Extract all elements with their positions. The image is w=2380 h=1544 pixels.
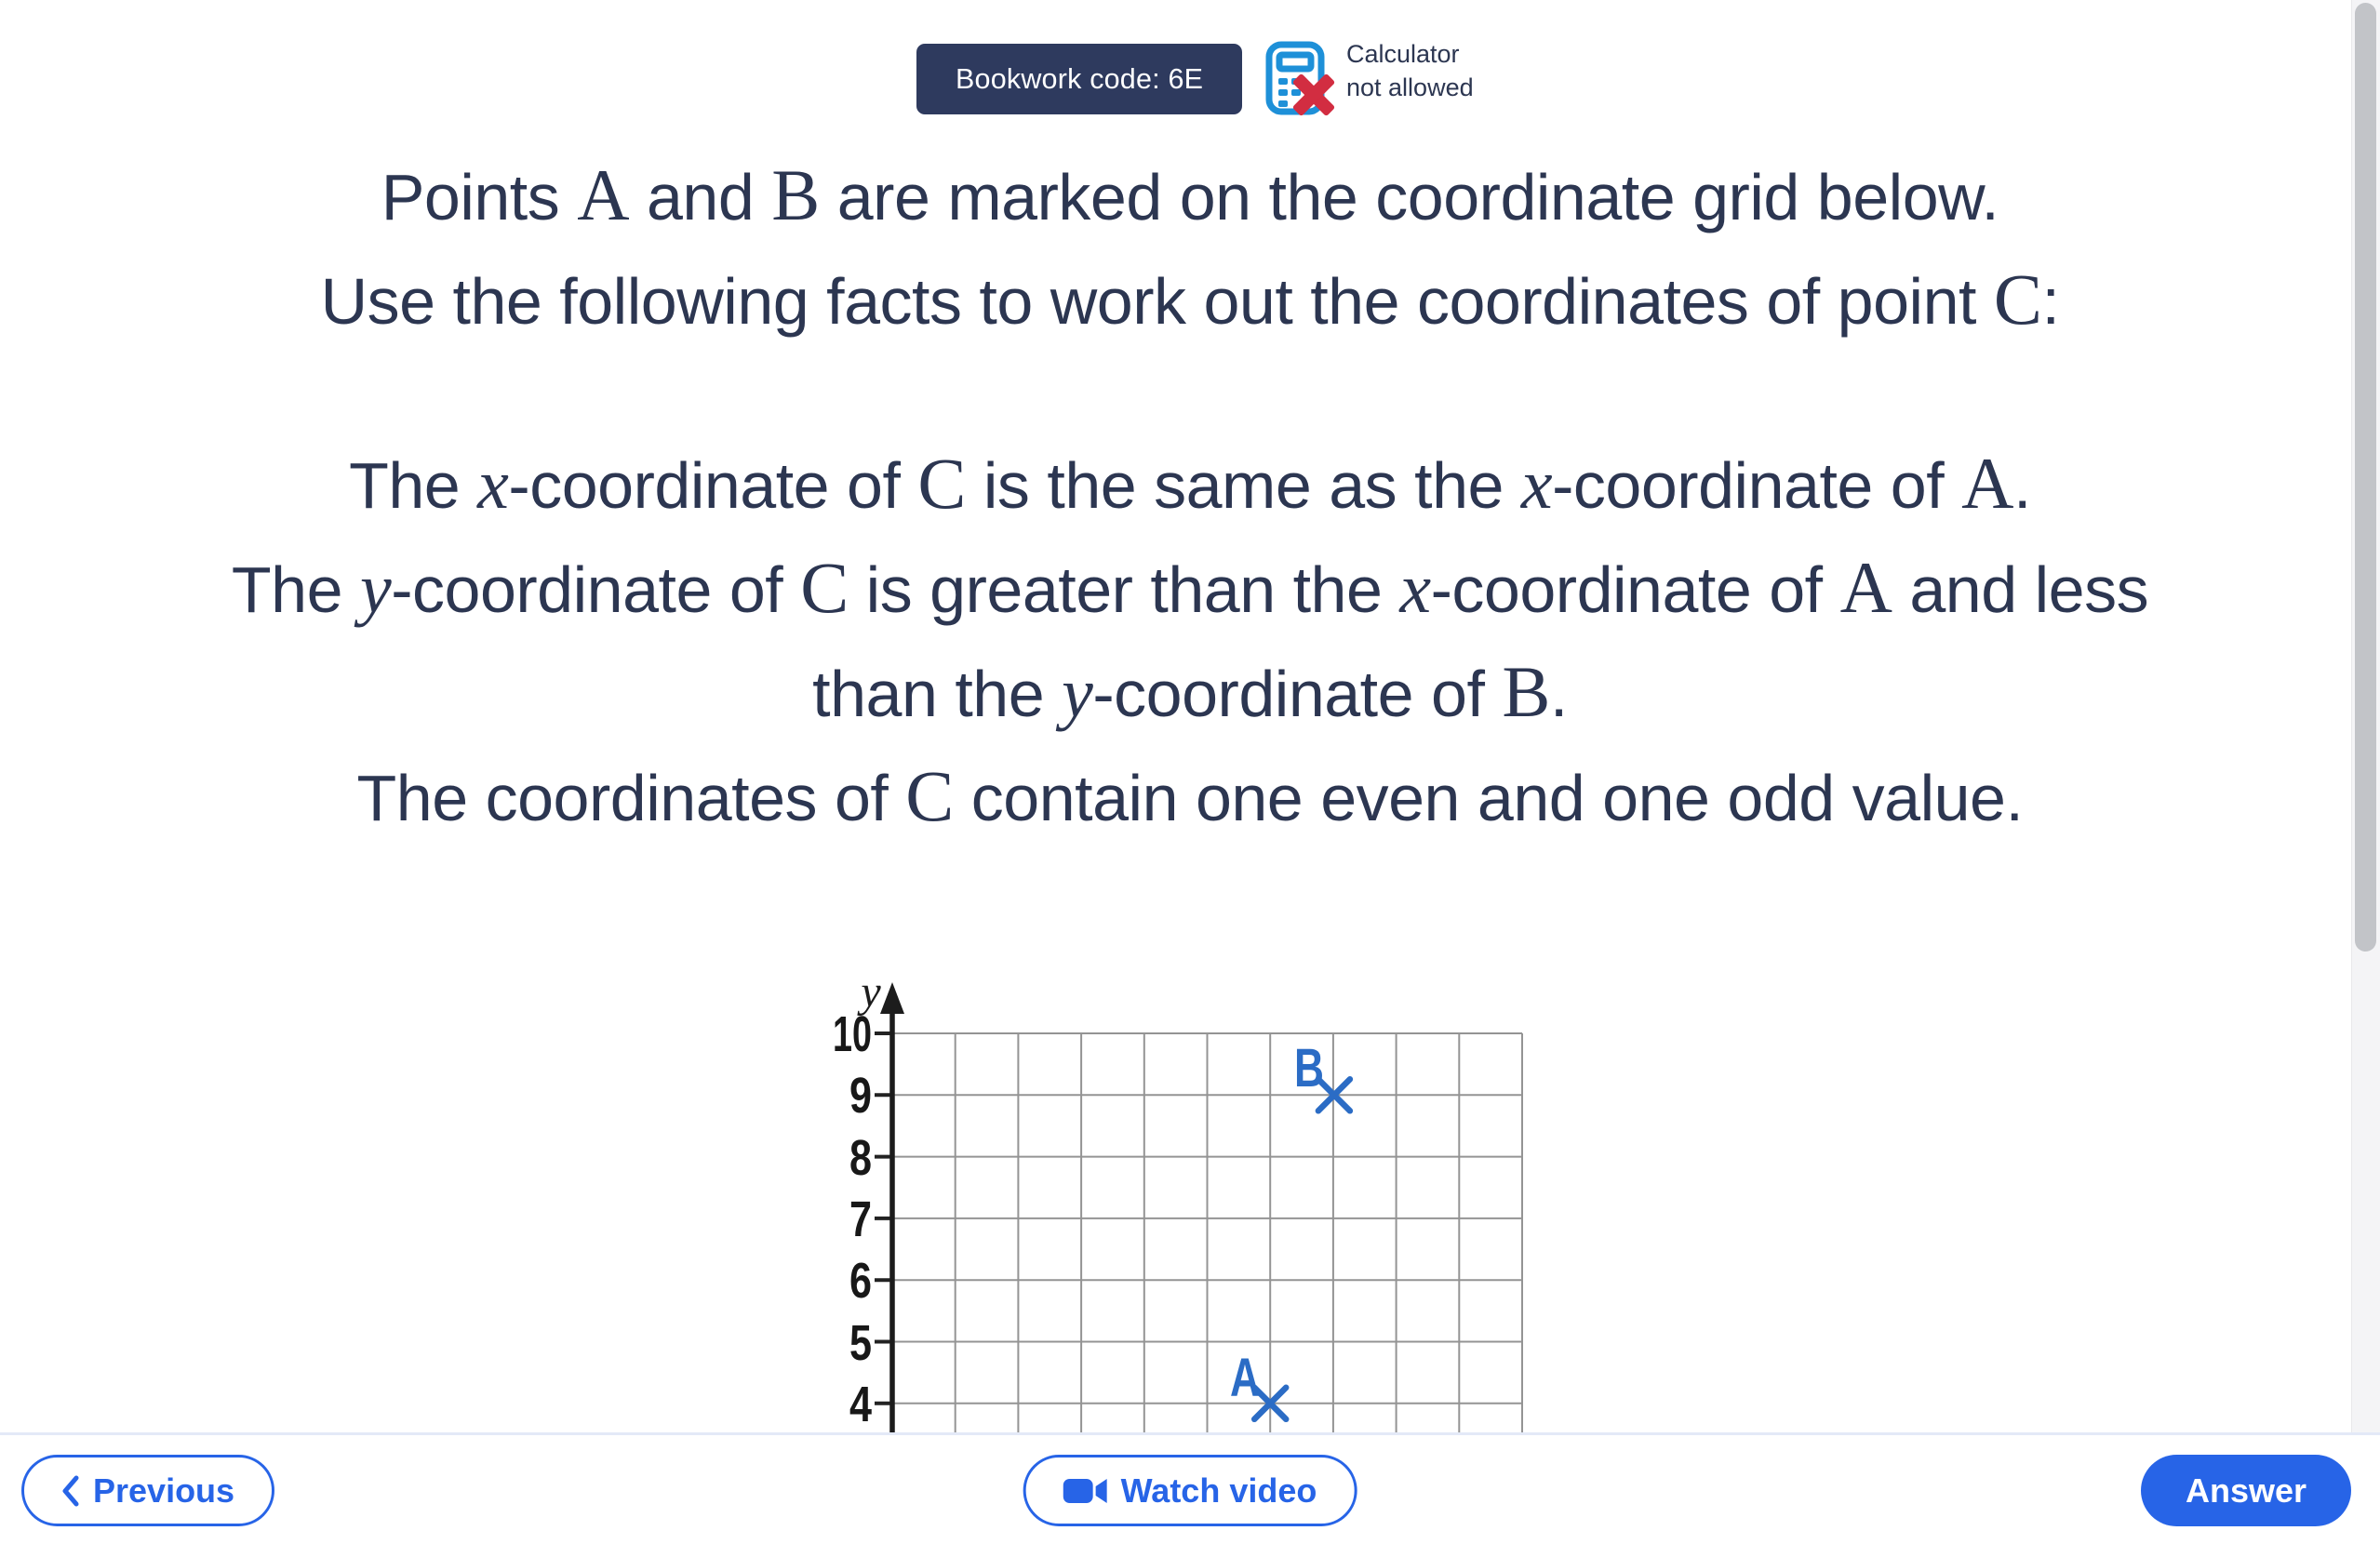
footer-bar: [0, 1432, 2380, 1544]
question-line-2: Use the following facts to work out the coordinates of point C:: [320, 259, 2060, 339]
point-b-label: B: [1294, 1038, 1324, 1098]
previous-button-label: Previous: [93, 1471, 235, 1510]
watch-video-button-label: Watch video: [1120, 1471, 1317, 1510]
scrollbar-thumb[interactable]: [2355, 3, 2376, 952]
tick-label-10: 10: [833, 1006, 872, 1062]
tick-label-6: 6: [849, 1253, 872, 1309]
question-text: [0, 144, 2380, 849]
watch-video-button[interactable]: [1023, 1455, 1357, 1526]
question-line-3: The x-coordinate of C is the same as the x-coordinate of A.: [349, 443, 2031, 524]
calculator-not-allowed-icon: [1264, 41, 1340, 124]
y-axis-ticks: [875, 1033, 892, 1404]
question-line-4: The y-coordinate of C is greater than the x-coordinate of A and less: [231, 547, 2149, 628]
question-line-6: The coordinates of C contain one even and one odd value.: [356, 755, 2024, 836]
bookwork-code-label: Bookwork code: 6E: [956, 62, 1204, 95]
tick-label-4: 4: [849, 1377, 872, 1432]
question-line-5: than the y-coordinate of B.: [812, 651, 1568, 732]
tick-label-8: 8: [849, 1130, 872, 1186]
chevron-left-icon: [61, 1474, 80, 1508]
question-line-1: Points A and B are marked on the coordinate grid below.: [381, 154, 1999, 235]
answer-button[interactable]: [2141, 1455, 2351, 1526]
point-a: [1230, 1348, 1286, 1419]
calculator-not-allowed-text: [1346, 37, 1474, 104]
point-b: [1294, 1038, 1350, 1111]
bookwork-code-badge: [916, 44, 1242, 114]
video-camera-icon: [1063, 1475, 1108, 1507]
tick-label-9: 9: [849, 1068, 872, 1124]
point-a-label: A: [1230, 1348, 1260, 1408]
y-axis-arrow: [880, 982, 904, 1014]
paragraph-gap: [0, 353, 2380, 433]
previous-button[interactable]: [21, 1455, 274, 1526]
y-axis-tick-labels: [833, 1006, 872, 1432]
tick-label-5: 5: [849, 1315, 872, 1371]
tick-label-7: 7: [849, 1191, 872, 1247]
calculator-text-line1: Calculator: [1346, 40, 1460, 68]
scrollbar-track[interactable]: [2351, 0, 2380, 1435]
coordinate-grid: [819, 967, 1554, 1439]
y-axis-label: y: [861, 967, 881, 1017]
calculator-text-line2: not allowed: [1346, 73, 1474, 101]
answer-button-label: Answer: [2185, 1471, 2306, 1510]
